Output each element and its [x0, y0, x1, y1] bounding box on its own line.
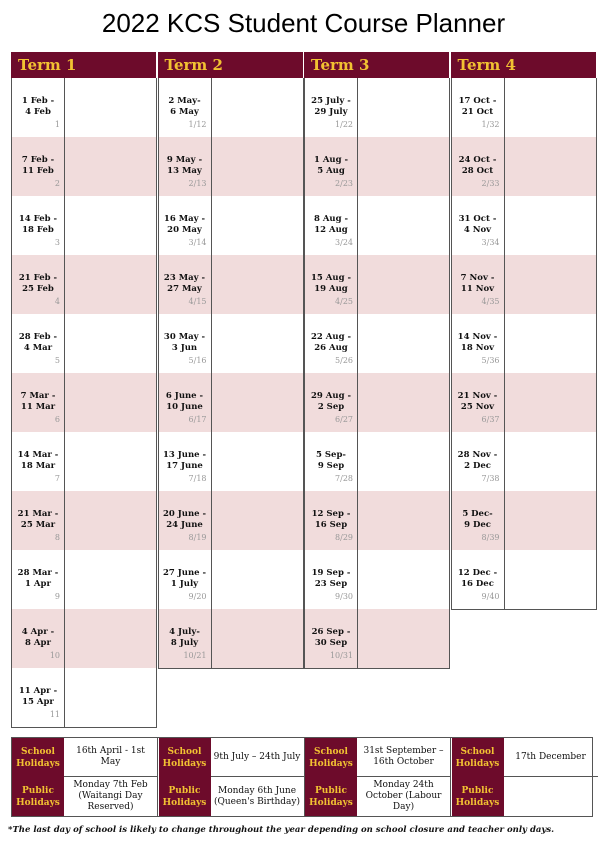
week-number: 8/29 [335, 533, 353, 542]
school-holidays-label: School Holidays [12, 738, 64, 778]
week-dates: 28 Nov - 2 Dec [457, 450, 498, 471]
week-date-cell [159, 314, 212, 373]
week-number: 2 [54, 179, 60, 188]
week-dates: 1 Aug - 5 Aug [313, 155, 349, 176]
week-date-cell [305, 255, 358, 314]
week-dates: 31 Oct - 4 Nov [458, 214, 497, 235]
week-dates: 14 Nov - 18 Nov [457, 332, 498, 353]
week-notes-cell[interactable] [65, 255, 156, 314]
week-number: 9/20 [188, 592, 207, 601]
week-dates: 13 June - 17 June [162, 450, 207, 471]
week-number: 9/40 [481, 592, 500, 601]
week-row [12, 550, 156, 609]
week-date-cell [452, 432, 505, 491]
week-dates: 6 June - 10 June [165, 391, 204, 412]
week-notes-cell[interactable] [505, 373, 596, 432]
week-date-cell [12, 314, 65, 373]
week-row [12, 373, 156, 432]
week-dates: 26 Sep - 30 Sep [311, 627, 351, 648]
week-notes-cell[interactable] [212, 373, 303, 432]
week-number: 5/26 [335, 356, 353, 365]
week-date-cell [12, 668, 65, 727]
week-date-cell [159, 432, 212, 491]
week-row [452, 550, 596, 609]
week-row [452, 432, 596, 491]
week-dates: 5 Sep- 9 Sep [316, 450, 346, 471]
week-number: 3 [54, 238, 60, 247]
week-date-cell [159, 491, 212, 550]
week-dates: 24 Oct - 28 Oct [458, 155, 497, 176]
week-notes-cell[interactable] [505, 314, 596, 373]
term-column [158, 52, 304, 669]
week-date-cell [159, 196, 212, 255]
week-dates: 7 Feb - 11 Feb [21, 155, 55, 176]
week-row [452, 137, 596, 196]
week-date-cell [159, 373, 212, 432]
week-number: 5/36 [481, 356, 500, 365]
week-row [12, 491, 156, 550]
week-notes-cell[interactable] [65, 609, 156, 668]
week-number: 8/19 [188, 533, 207, 542]
public-holiday-dates [504, 777, 598, 816]
week-number: 3/24 [335, 238, 353, 247]
week-notes-cell[interactable] [65, 314, 156, 373]
public-holiday-dates: Monday 6th June (Queen's Birthday) [211, 777, 305, 816]
week-row [12, 432, 156, 491]
week-number: 1 [54, 120, 60, 129]
week-notes-cell[interactable] [212, 78, 303, 137]
week-notes-cell[interactable] [505, 196, 596, 255]
week-row [159, 255, 303, 314]
week-dates: 4 Apr - 8 Apr [21, 627, 55, 648]
week-row [305, 491, 449, 550]
week-row [452, 78, 596, 137]
week-date-cell [452, 550, 505, 609]
term-header: Term 1 [11, 52, 157, 78]
public-holidays-label: Public Holidays [452, 777, 504, 816]
week-number: 3/14 [188, 238, 207, 247]
week-row [159, 196, 303, 255]
week-date-cell [452, 255, 505, 314]
week-dates: 14 Mar - 18 Mar [17, 450, 59, 471]
term-column [451, 52, 597, 610]
week-notes-cell[interactable] [358, 314, 449, 373]
week-date-cell [12, 137, 65, 196]
week-number: 7/28 [335, 474, 353, 483]
week-dates: 7 Nov - 11 Nov [460, 273, 495, 294]
week-row [452, 491, 596, 550]
week-number: 1/12 [188, 120, 207, 129]
school-holidays-row [12, 738, 592, 777]
week-notes-cell[interactable] [65, 78, 156, 137]
week-dates: 21 Mar - 25 Mar [17, 509, 59, 530]
week-notes-cell[interactable] [358, 78, 449, 137]
week-date-cell [12, 491, 65, 550]
week-dates: 21 Nov - 25 Nov [457, 391, 498, 412]
week-notes-cell[interactable] [505, 255, 596, 314]
week-notes-cell[interactable] [505, 432, 596, 491]
week-dates: 29 Aug - 2 Sep [311, 391, 351, 412]
week-dates: 14 Feb - 18 Feb [18, 214, 58, 235]
week-row [305, 550, 449, 609]
week-notes-cell[interactable] [358, 550, 449, 609]
week-number: 7 [54, 474, 60, 483]
week-row [452, 196, 596, 255]
week-date-cell [12, 255, 65, 314]
week-notes-cell[interactable] [358, 609, 449, 668]
week-row [12, 668, 156, 727]
week-date-cell [12, 432, 65, 491]
week-row [305, 609, 449, 668]
week-notes-cell[interactable] [65, 668, 156, 727]
week-number: 8 [54, 533, 60, 542]
week-dates: 4 July- 8 July [169, 627, 200, 648]
week-number: 4/15 [188, 297, 207, 306]
week-dates: 20 June - 24 June [162, 509, 207, 530]
week-number: 6/27 [335, 415, 353, 424]
week-number: 10/21 [183, 651, 207, 660]
week-date-cell [12, 78, 65, 137]
week-row [159, 609, 303, 668]
week-dates: 25 July - 29 July [311, 96, 351, 117]
week-dates: 8 Aug - 12 Aug [313, 214, 349, 235]
week-number: 6/37 [481, 415, 500, 424]
week-number: 6 [54, 415, 60, 424]
week-notes-cell[interactable] [65, 196, 156, 255]
week-number: 2/13 [188, 179, 207, 188]
week-notes-cell[interactable] [505, 491, 596, 550]
week-dates: 12 Sep - 16 Sep [311, 509, 351, 530]
week-row [452, 255, 596, 314]
week-date-cell [305, 609, 358, 668]
week-dates: 1 Feb - 4 Feb [21, 96, 55, 117]
week-row [452, 373, 596, 432]
week-number: 1/32 [481, 120, 500, 129]
term-column [11, 52, 157, 728]
week-date-cell [305, 491, 358, 550]
week-dates: 16 May - 20 May [163, 214, 206, 235]
week-row [159, 373, 303, 432]
week-date-cell [452, 314, 505, 373]
week-row [305, 255, 449, 314]
week-number: 10 [49, 651, 60, 660]
week-date-cell [305, 78, 358, 137]
week-notes-cell[interactable] [358, 491, 449, 550]
week-dates: 11 Apr - 15 Apr [18, 686, 58, 707]
week-row [12, 609, 156, 668]
week-number: 6/17 [188, 415, 207, 424]
week-dates: 28 Feb - 4 Mar [18, 332, 58, 353]
week-dates: 21 Feb - 25 Feb [18, 273, 58, 294]
week-dates: 15 Aug - 19 Aug [311, 273, 351, 294]
week-row [12, 137, 156, 196]
week-notes-cell[interactable] [212, 255, 303, 314]
week-dates: 23 May - 27 May [163, 273, 206, 294]
week-date-cell [305, 314, 358, 373]
week-notes-cell[interactable] [212, 196, 303, 255]
week-notes-cell[interactable] [212, 314, 303, 373]
week-notes-cell[interactable] [65, 373, 156, 432]
week-row [12, 78, 156, 137]
week-number: 3/34 [481, 238, 500, 247]
school-holiday-dates: 17th December [504, 738, 598, 777]
week-notes-cell[interactable] [65, 550, 156, 609]
week-number: 4/25 [335, 297, 353, 306]
week-notes-cell[interactable] [505, 550, 596, 609]
school-holiday-dates: 9th July – 24th July [211, 738, 305, 777]
week-list [158, 78, 304, 669]
week-date-cell [305, 550, 358, 609]
term-header: Term 4 [451, 52, 597, 78]
week-dates: 9 May - 13 May [166, 155, 203, 176]
week-row [452, 314, 596, 373]
public-holidays-label: Public Holidays [305, 777, 357, 816]
school-holidays-label: School Holidays [159, 738, 211, 778]
week-dates: 30 May - 3 Jun [163, 332, 206, 353]
week-row [12, 314, 156, 373]
footnote: *The last day of school is likely to change throughout the year depending on school closure and teacher only days. [8, 825, 555, 835]
week-notes-cell[interactable] [65, 137, 156, 196]
week-row [305, 373, 449, 432]
week-notes-cell[interactable] [212, 432, 303, 491]
week-date-cell [452, 196, 505, 255]
week-dates: 2 May- 6 May [168, 96, 201, 117]
week-list [304, 78, 450, 669]
week-number: 7/18 [188, 474, 207, 483]
public-holiday-dates: Monday 7th Feb (Waitangi Day Reserved) [64, 777, 158, 816]
week-notes-cell[interactable] [505, 78, 596, 137]
school-holidays-label: School Holidays [452, 738, 504, 778]
week-dates: 27 June - 1 July [162, 568, 207, 589]
week-notes-cell[interactable] [358, 373, 449, 432]
week-dates: 7 Mar - 11 Mar [20, 391, 56, 412]
week-row [159, 432, 303, 491]
page-title: 2022 KCS Student Course Planner [101, 8, 506, 38]
week-date-cell [12, 609, 65, 668]
week-dates: 17 Oct - 21 Oct [458, 96, 497, 117]
week-dates: 28 Mar - 1 Apr [17, 568, 59, 589]
public-holiday-dates: Monday 24th October (Labour Day) [357, 777, 451, 816]
week-number: 9/30 [335, 592, 353, 601]
week-row [159, 78, 303, 137]
week-notes-cell[interactable] [65, 491, 156, 550]
week-notes-cell[interactable] [212, 550, 303, 609]
week-number: 5/16 [188, 356, 207, 365]
week-row [305, 78, 449, 137]
week-date-cell [452, 78, 505, 137]
week-date-cell [452, 137, 505, 196]
week-notes-cell[interactable] [505, 137, 596, 196]
public-holidays-row [12, 777, 592, 816]
week-list [11, 78, 157, 728]
week-date-cell [305, 373, 358, 432]
week-date-cell [159, 137, 212, 196]
week-dates: 12 Dec - 16 Dec [457, 568, 498, 589]
week-row [305, 314, 449, 373]
week-notes-cell[interactable] [358, 255, 449, 314]
week-number: 4/35 [481, 297, 500, 306]
week-date-cell [305, 137, 358, 196]
week-date-cell [159, 550, 212, 609]
week-number: 11 [49, 710, 60, 719]
public-holidays-label: Public Holidays [159, 777, 211, 816]
week-row [12, 255, 156, 314]
week-number: 4 [54, 297, 60, 306]
week-dates: 5 Dec- 9 Dec [462, 509, 493, 530]
week-row [159, 550, 303, 609]
week-notes-cell[interactable] [212, 491, 303, 550]
week-date-cell [12, 373, 65, 432]
week-date-cell [305, 196, 358, 255]
week-row [159, 491, 303, 550]
week-row [12, 196, 156, 255]
week-number: 2/23 [335, 179, 353, 188]
week-dates: 22 Aug - 26 Aug [311, 332, 351, 353]
week-row [159, 137, 303, 196]
week-row [305, 432, 449, 491]
week-date-cell [452, 373, 505, 432]
week-date-cell [305, 432, 358, 491]
week-date-cell [159, 78, 212, 137]
week-row [305, 196, 449, 255]
term-column [304, 52, 450, 669]
week-notes-cell[interactable] [358, 137, 449, 196]
week-list [451, 78, 597, 610]
week-notes-cell[interactable] [358, 196, 449, 255]
week-notes-cell[interactable] [65, 432, 156, 491]
week-number: 10/31 [329, 651, 353, 660]
week-row [159, 314, 303, 373]
week-notes-cell[interactable] [358, 432, 449, 491]
week-number: 8/39 [481, 533, 500, 542]
week-number: 2/33 [481, 179, 500, 188]
week-date-cell [12, 196, 65, 255]
term-header: Term 3 [304, 52, 450, 78]
week-number: 5 [54, 356, 60, 365]
week-date-cell [452, 491, 505, 550]
holidays-table [11, 737, 593, 817]
week-number: 1/22 [335, 120, 353, 129]
week-number: 7/38 [481, 474, 500, 483]
school-holiday-dates: 31st September – 16th October [357, 738, 451, 777]
week-date-cell [12, 550, 65, 609]
week-row [305, 137, 449, 196]
school-holidays-label: School Holidays [305, 738, 357, 778]
week-dates: 19 Sep - 23 Sep [311, 568, 351, 589]
school-holiday-dates: 16th April - 1st May [64, 738, 158, 777]
week-date-cell [159, 255, 212, 314]
week-number: 9 [54, 592, 60, 601]
week-date-cell [159, 609, 212, 668]
public-holidays-label: Public Holidays [12, 777, 64, 816]
week-notes-cell[interactable] [212, 137, 303, 196]
week-notes-cell[interactable] [212, 609, 303, 668]
term-header: Term 2 [158, 52, 304, 78]
